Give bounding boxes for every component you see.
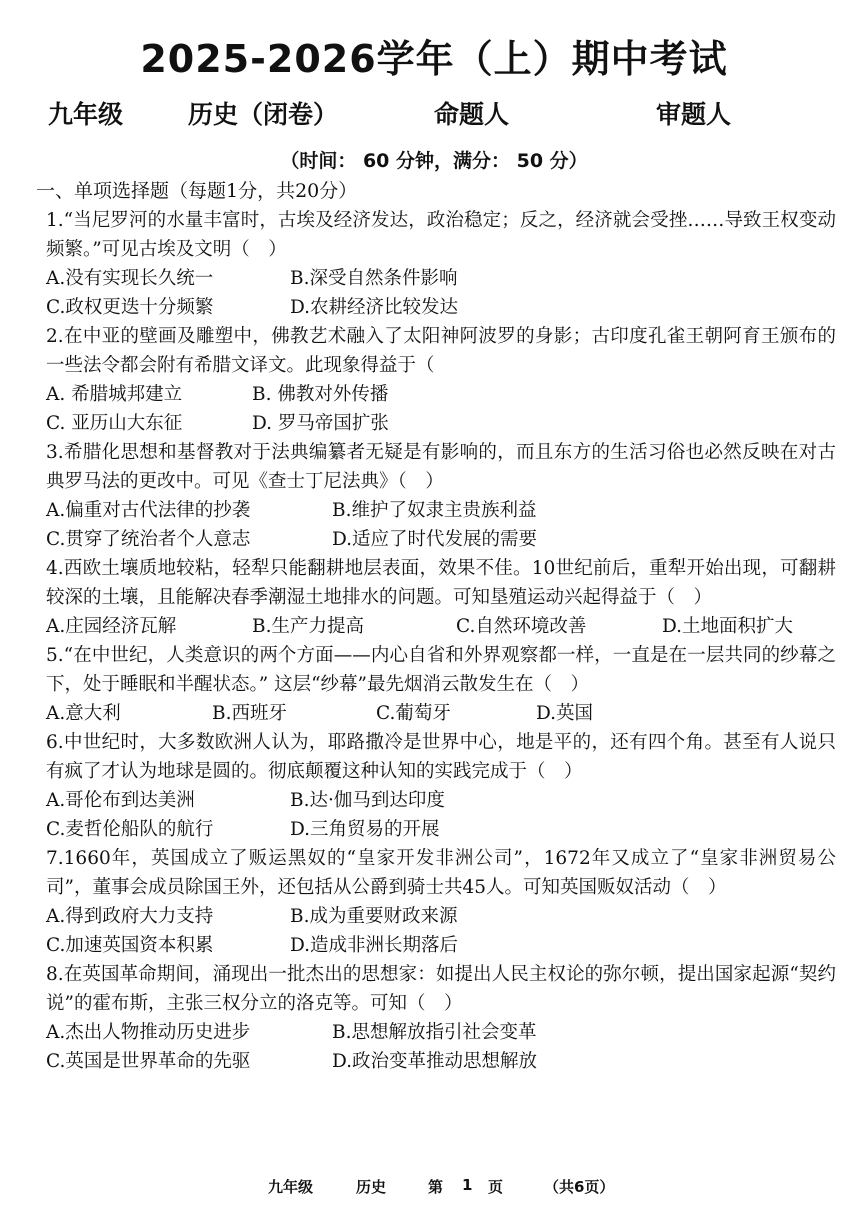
question-5 <box>46 641 836 728</box>
options-row <box>46 612 836 641</box>
question-stem: 4.西欧土壤质地较粘，轻犁只能翻耕地层表面，效果不佳。10世纪前后，重犁开始出现，可翻耕较深的土壤，且能解决春季潮湿土地排水的问题。可知垦殖运动兴起得益于（ ） <box>46 558 836 608</box>
footer-page-prefix: 第 <box>428 1178 444 1196</box>
questions-list <box>46 206 836 1076</box>
options-row <box>46 786 836 815</box>
option-c: C.加速英国资本积累 <box>46 935 214 956</box>
option-d: D.政治变革推动思想解放 <box>332 1051 538 1072</box>
time-score-info: （时间： 60 分钟，满分： 50 分） <box>280 150 588 172</box>
options-row <box>46 293 836 322</box>
question-3 <box>46 438 836 554</box>
exam-title: 2025-2026学年（上）期中考试 <box>140 37 728 81</box>
option-c: C.自然环境改善 <box>456 616 587 637</box>
grade-label: 九年级 <box>48 100 124 129</box>
options-row <box>46 409 836 438</box>
option-c: C.葡萄牙 <box>376 703 451 724</box>
question-stem: 8.在英国革命期间，涌现出一批杰出的思想家：如提出人民主权论的弥尔顿，提出国家起源“契约说”的霍布斯，主张三权分立的洛克等。可知（ ） <box>46 964 836 1014</box>
options-row <box>46 380 836 409</box>
option-b: B.深受自然条件影响 <box>290 268 458 289</box>
question-stem: 6.中世纪时，大多数欧洲人认为，耶路撒冷是世界中心，地是平的，还有四个角。甚至有人说只有疯了才认为地球是圆的。彻底颠覆这种认知的实践完成于（ ） <box>46 732 836 782</box>
option-c: C.贯穿了统治者个人意志 <box>46 529 251 550</box>
reviewer-label: 审题人 <box>656 100 732 129</box>
section-title: 一、单项选择题（每题1分，共20分） <box>36 180 358 202</box>
question-stem: 3.希腊化思想和基督教对于法典编纂者无疑是有影响的，而且东方的生活习俗也必然反映在对古典罗马法的更改中。可见《查士丁尼法典》（ ） <box>46 442 836 492</box>
footer-grade: 九年级 <box>268 1178 314 1196</box>
option-b: B.维护了奴隶主贵族利益 <box>332 500 537 521</box>
option-b: B. 佛教对外传播 <box>252 384 389 405</box>
exam-subheader <box>48 95 828 131</box>
question-7 <box>46 844 836 960</box>
question-stem: 1.“当尼罗河的水量丰富时，古埃及经济发达，政治稳定；反之，经济就会受挫……导致王权变动频繁。”可见古埃及文明（ ） <box>46 210 836 260</box>
page-footer <box>0 1176 868 1200</box>
option-a: A.意大利 <box>46 703 121 724</box>
option-b: B.达·伽马到达印度 <box>290 790 445 811</box>
option-c: C.政权更迭十分频繁 <box>46 297 214 318</box>
footer-page-suffix: 页 <box>488 1178 504 1196</box>
options-row <box>46 815 836 844</box>
options-row <box>46 264 836 293</box>
option-a: A.得到政府大力支持 <box>46 906 214 927</box>
option-b: B.思想解放指引社会变革 <box>332 1022 537 1043</box>
option-b: B.生产力提高 <box>252 616 364 637</box>
question-2 <box>46 322 836 438</box>
options-row <box>46 1047 836 1076</box>
option-c: C. 亚历山大东征 <box>46 413 183 434</box>
option-d: D.英国 <box>536 703 594 724</box>
option-a: A.偏重对古代法律的抄袭 <box>46 500 251 521</box>
option-a: A.没有实现长久统一 <box>46 268 214 289</box>
question-4 <box>46 554 836 641</box>
question-stem: 7.1660年，英国成立了贩运黑奴的“皇家开发非洲公司”，1672年又成立了“皇家非洲贸易公司”，董事会成员除国王外，还包括从公爵到骑士共45人。可知英国贩奴活动（ ） <box>46 848 836 898</box>
option-a: A.杰出人物推动历史进步 <box>46 1022 251 1043</box>
option-d: D.三角贸易的开展 <box>290 819 440 840</box>
question-1 <box>46 206 836 322</box>
options-row <box>46 931 836 960</box>
footer-page-number: 1 <box>462 1176 473 1194</box>
footer-subject: 历史 <box>356 1178 387 1196</box>
subject-label: 历史（闭卷） <box>188 100 339 129</box>
options-row <box>46 902 836 931</box>
question-stem: 2.在中亚的壁画及雕塑中，佛教艺术融入了太阳神阿波罗的身影；古印度孔雀王朝阿育王颁布的一些法令都会附有希腊文译文。此现象得益于（ <box>46 326 836 376</box>
question-8 <box>46 960 836 1076</box>
option-a: A.庄园经济瓦解 <box>46 616 177 637</box>
options-row <box>46 496 836 525</box>
option-c: C.英国是世界革命的先驱 <box>46 1051 251 1072</box>
options-row <box>46 699 836 728</box>
author-label: 命题人 <box>434 100 510 129</box>
option-b: B.成为重要财政来源 <box>290 906 458 927</box>
option-d: D.土地面积扩大 <box>662 616 794 637</box>
option-d: D. 罗马帝国扩张 <box>252 413 389 434</box>
option-c: C.麦哲伦船队的航行 <box>46 819 214 840</box>
question-6 <box>46 728 836 844</box>
footer-total-pages: （共6页） <box>544 1178 615 1196</box>
option-a: A.哥伦布到达美洲 <box>46 790 195 811</box>
options-row <box>46 525 836 554</box>
option-d: D.农耕经济比较发达 <box>290 297 459 318</box>
option-a: A. 希腊城邦建立 <box>46 384 183 405</box>
option-d: D.造成非洲长期落后 <box>290 935 459 956</box>
options-row <box>46 1018 836 1047</box>
option-b: B.西班牙 <box>212 703 287 724</box>
option-d: D.适应了时代发展的需要 <box>332 529 538 550</box>
question-stem: 5.“在中世纪，人类意识的两个方面——内心自省和外界观察都一样，一直是在一层共同的纱幕之下，处于睡眠和半醒状态。” 这层“纱幕”最先烟消云散发生在（ ） <box>46 645 836 695</box>
